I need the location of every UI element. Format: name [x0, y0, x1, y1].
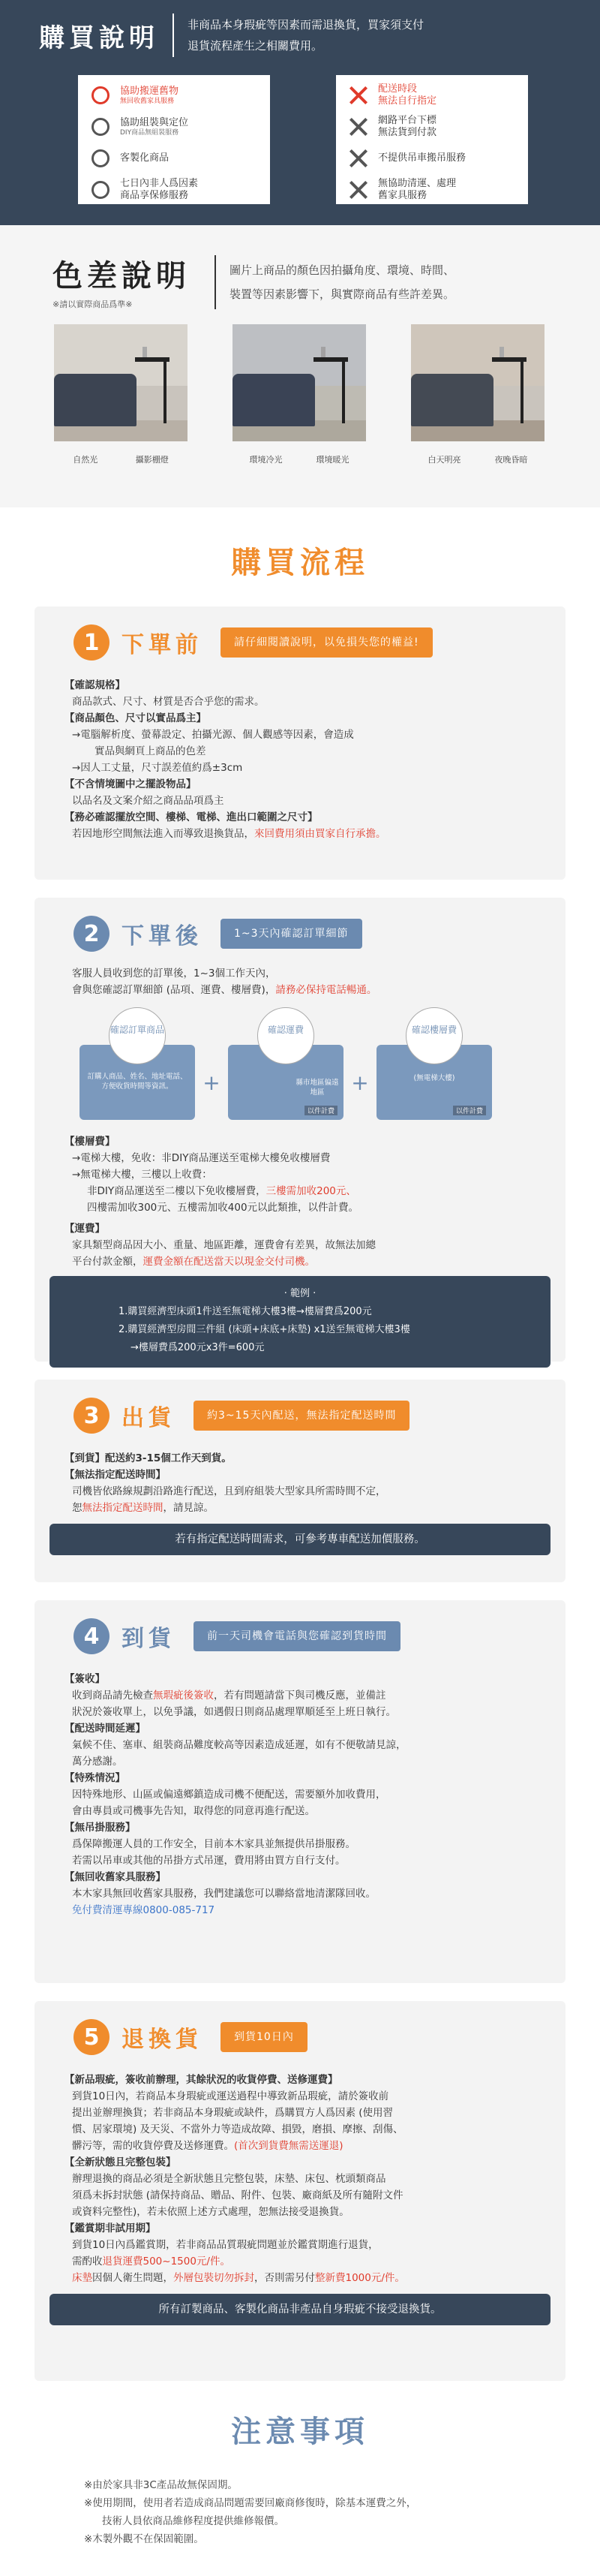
text-line	[64, 1687, 536, 1704]
heading: 【商品顏色、尺寸以實品爲主】	[64, 712, 206, 724]
circle-icon	[92, 86, 110, 104]
text-line: 實品與網頁上商品的色差	[94, 745, 206, 757]
step-title: 到貨	[122, 1626, 176, 1652]
divider	[214, 255, 216, 309]
text-line: 司機皆依路線規劃沿路進行配送，且到府組裝大型家具所需時間不定，	[72, 1485, 386, 1497]
photo-caption	[54, 453, 188, 465]
text-span: 髒污等，需的收貨停費及送修運費。	[72, 2140, 234, 2152]
step-title: 出貨	[122, 1405, 176, 1431]
text-line: →無電梯大樓，三樓以上收費：	[72, 1169, 212, 1181]
text-span: ，若有問題請當下與司機反應，並備註	[214, 1690, 386, 1702]
product-photo	[232, 324, 366, 441]
text-line: 氣候不佳、塞車、組裝商品難度較高等因素造成延遲，如有不便敬請見諒，	[72, 1739, 406, 1751]
notice-line: ※使用期間，使用者若造成商品問題需要回廠商修復時，除基本運費之外，	[84, 2497, 417, 2509]
caption-text: 自然光	[73, 455, 98, 465]
step-number: 4	[74, 1618, 110, 1654]
box-text: 訂購人商品、姓名、地址電話、方便收貨時間等資訊。	[87, 1073, 188, 1091]
step-header	[34, 2001, 566, 2055]
buy-desc-line: 非商品本身瑕疵等因素而需退換貨，買家須支付	[188, 18, 424, 32]
step-header	[34, 1380, 566, 1434]
buy-desc-line: 退貨流程產生之相關費用。	[188, 39, 323, 53]
color-title: 色差說明	[52, 259, 190, 293]
warning-text: 退貨運費500~1500元/件。	[102, 2256, 230, 2268]
notice-bar: 若有指定配送時間需求，可參考專車配送加價服務。	[50, 1524, 550, 1555]
confirm-floor-box	[376, 1025, 492, 1120]
text-line	[64, 826, 536, 842]
caption-text: 白天明亮	[428, 455, 461, 465]
text-line: 因特殊地形、山區或偏遠鄉鎮造成司機不便配送，需要額外加收費用，	[72, 1789, 386, 1801]
caption-text: 環境暖光	[316, 455, 350, 465]
color-subtitle: ※請以實際商品爲準※	[52, 299, 133, 309]
text-span: 平台付款金額，	[72, 1256, 143, 1268]
product-photo	[411, 324, 544, 441]
buy-title: 購買說明	[39, 23, 159, 53]
box-text: 縣市地區偏遠地區	[296, 1079, 339, 1097]
heading: 【樓層費】	[64, 1136, 116, 1148]
service-label: 七日內非人爲因素	[120, 178, 199, 189]
text-line: 四樓需加收300元、五樓需加收400元以此類推，以件計費。	[87, 1202, 359, 1214]
text-span: 收到商品請先檢查	[72, 1690, 153, 1702]
text-span: 需酌收	[72, 2256, 103, 2268]
box-note: 以件計費	[304, 1106, 338, 1115]
step-3-card	[34, 1380, 566, 1582]
text-line: 以品名及文案介紹之商品品項爲主	[72, 795, 224, 807]
text-line	[64, 1253, 536, 1270]
step-pill: 約3~15天內配送，無法指定配送時間	[194, 1401, 410, 1431]
photo-caption	[411, 453, 544, 465]
circle-icon	[92, 118, 110, 136]
service-sub: DIY商品無組裝服務	[120, 128, 179, 137]
circle-icon	[92, 181, 110, 199]
cross-icon	[350, 86, 368, 104]
example-line: →樓層費爲200元x3件=600元	[130, 1342, 265, 1353]
text-line	[64, 2138, 536, 2154]
cross-icon	[350, 118, 368, 136]
warning-text: 運費金額在配送當天以現金交付司機。	[142, 1256, 315, 1268]
notice-line: 技術人員依商品維修程度提供維修報價。	[102, 2515, 284, 2527]
service-label: 無法貨到付款	[378, 127, 437, 138]
example-title: · 範例 ·	[284, 1288, 316, 1299]
text-line: 狀況於簽收單上，以免爭議，如遇假日則商品處理單順延至上班日執行。	[72, 1706, 396, 1718]
text-span: 因個人衛生問題，	[92, 2272, 173, 2284]
warning-text: 無法指定配送時間	[82, 1502, 164, 1514]
service-label: 不提供吊車搬吊服務	[378, 152, 466, 164]
heading: 【無回收舊家具服務】	[64, 1871, 166, 1883]
service-label: 商品享保修服務	[120, 190, 189, 201]
caption-text: 攝影棚燈	[135, 455, 169, 465]
color-desc-line: 圖片上商品的顏色因拍攝角度、環境、時間、	[230, 263, 455, 277]
heading: 【務必確認擺放空間、樓梯、電梯、進出口範圍之尺寸】	[64, 811, 318, 823]
text-line: 或資料完整性)，若未依照上述方式處理，恕無法接受退換貨。	[72, 2206, 350, 2218]
heading: 【配送時間延遲】	[64, 1723, 146, 1735]
step-pill: 請仔細閱讀說明，以免損失您的權益!	[220, 627, 433, 658]
example-box	[50, 1276, 550, 1368]
notice-bar: 所有訂製商品、客製化商品非產品自身瑕疵不接受退換貨。	[50, 2294, 550, 2325]
color-desc-line: 裝置等因素影響下，與實際商品有些許差異。	[230, 287, 455, 301]
warning-text: 整新費1000元/件。	[315, 2272, 405, 2284]
text-line: 須爲未拆封狀態 (請保持商品、贈品、附件、包裝、廠商紙及所有隨附文件	[72, 2189, 404, 2201]
service-item	[350, 111, 528, 143]
service-item	[92, 143, 270, 174]
step-pill: 1~3天內確認訂單細節	[220, 919, 362, 949]
text-line: 爲保障搬運人員的工作安全，目前本木家具並無提供吊掛服務。	[72, 1838, 356, 1850]
heading: 【特殊情況】	[64, 1772, 125, 1784]
text-span: 若因地形空間無法進入而導致退換貨品，	[72, 828, 254, 840]
notice-line: ※由於家具非3C產品故無保固期。	[84, 2479, 238, 2491]
text-line: 提出並辦理換貨；若非商品本身瑕疵或缺件，爲購買方人爲因素 (使用習	[72, 2107, 394, 2119]
step-title: 退換貨	[122, 2027, 202, 2053]
text-line: 萬分感謝。	[72, 1756, 123, 1768]
warning-text: 來回費用須由買家自行承擔。	[254, 828, 386, 840]
caption-text: 夜晚昏暗	[494, 455, 528, 465]
service-item	[92, 111, 270, 143]
text-span: ，否則需另付	[254, 2272, 315, 2284]
warning-text: 無瑕疵後簽收	[153, 1690, 214, 1702]
text-span: 會與您確認訂單細節 (品項、運費、樓層費)，	[72, 984, 276, 996]
confirm-boxes	[80, 1025, 566, 1120]
photo-caption	[232, 453, 366, 465]
cross-icon	[350, 149, 368, 167]
service-label: 協助搬運舊物	[120, 85, 179, 97]
text-line: 【到貨】配送約3-15個工作天到貨。	[64, 1452, 232, 1464]
step-pill: 前一天司機會電話與您確認到貨時間	[194, 1621, 400, 1651]
text-line: 若需以吊車或其他的吊掛方式吊運，費用將由買方自行支付。	[72, 1855, 346, 1867]
text-line: 辦理退換的商品必須是全新狀態且完整包裝，床墊、床包、枕頭類商品	[72, 2173, 386, 2185]
plus-icon: +	[202, 1070, 220, 1095]
text-line: 到貨10日內爲鑑賞期，若非商品品質瑕疵問題並於鑑賞期進行退貨，	[72, 2239, 379, 2251]
notice-line: ※木製外觀不在保固範圍。	[84, 2533, 204, 2545]
service-label: 無協助清運、處理	[378, 178, 457, 189]
text-line: 本木家具無回收舊家具服務，我們建議您可以聯絡當地清潔隊回收。	[72, 1888, 376, 1900]
buy-header	[39, 14, 600, 57]
service-item	[92, 80, 270, 111]
circle-icon	[92, 149, 110, 167]
text-line	[64, 982, 536, 998]
flow-title-section	[0, 507, 600, 584]
flow-title: 購買流程	[231, 546, 369, 580]
example-line: 2.購買經濟型房間三件組 (床頭+床底+床墊) x1送至無電梯大樓3樓	[118, 1324, 410, 1335]
step-header	[34, 606, 566, 661]
service-label: 客製化商品	[120, 152, 170, 164]
warning-text: 床墊	[72, 2272, 92, 2284]
notice-section	[0, 2381, 600, 2576]
service-item	[350, 174, 528, 206]
service-label: 無法自行指定	[378, 95, 437, 107]
step-header	[34, 1600, 566, 1654]
step-body	[34, 2055, 566, 2294]
step-5-card	[34, 2001, 566, 2381]
text-line: →因人工丈量，尺寸誤差值約爲±3cm	[72, 762, 243, 774]
step-body	[34, 661, 566, 842]
heading: 【無法指定配送時間】	[64, 1469, 166, 1481]
step-body	[34, 1434, 566, 1524]
service-label: 協助組裝與定位	[120, 116, 189, 128]
caption-text: 環境冷光	[249, 455, 283, 465]
text-line	[64, 2253, 536, 2270]
heading: 【不含情境圖中之擺設物品】	[64, 778, 196, 790]
text-line: 慣、居家環境) 及天災、不當外力等造成故障、損毀，磨損、摩擦、刮傷、	[72, 2123, 404, 2135]
box-circle-label: 確認訂單商品	[109, 1007, 166, 1064]
text-line	[64, 1500, 536, 1516]
heading: 【無吊掛服務】	[64, 1822, 136, 1834]
text-line: →電梯大樓，免收：非DIY商品運送至電梯大樓免收樓層費	[72, 1152, 331, 1164]
step-pill: 到貨10日內	[220, 2022, 308, 2052]
color-diff-section	[0, 225, 600, 507]
text-line: 家具類型商品因大小、重量、地區距離，運費會有差異，故無法加總	[72, 1239, 376, 1251]
step-number: 2	[74, 916, 110, 952]
text-line	[64, 1183, 536, 1199]
box-note: 以件計費	[453, 1106, 486, 1115]
text-span: 非DIY商品運送至二樓以下免收樓層費，	[87, 1185, 266, 1197]
color-desc	[230, 258, 454, 306]
warning-text: 三樓需加收200元、	[266, 1185, 356, 1197]
text-line: 會由專員或司機事先告知，取得您的同意再進行配送。	[72, 1805, 315, 1817]
services-not-provided	[336, 75, 528, 204]
step-1-card	[34, 606, 566, 880]
service-label: 舊家具服務	[378, 190, 428, 201]
service-item	[350, 80, 528, 111]
heading: 【新品瑕疵，簽收前辦理，其餘狀況的收貨停費、送修運費】	[64, 2074, 338, 2086]
heading: 【確認規格】	[64, 679, 125, 691]
service-item	[350, 143, 528, 174]
step-body	[34, 1120, 566, 1270]
step-body	[34, 1654, 566, 1918]
text-line: →電腦解析度、螢幕設定、拍攝光源、個人觀感等因素，會造成	[72, 729, 354, 741]
heading: 【運費】	[64, 1223, 105, 1235]
example-line: 1.購買經濟型床頭1件送至無電梯大樓3樓→樓層費爲200元	[118, 1306, 372, 1317]
heading: 【簽收】	[64, 1673, 105, 1685]
plus-icon: +	[351, 1070, 369, 1095]
heading: 【鑑賞期非試用期】	[64, 2222, 156, 2234]
box-circle-label: 確認運費	[257, 1007, 314, 1064]
color-title-block	[52, 252, 190, 310]
confirm-order-box	[80, 1025, 195, 1120]
buy-info-section	[0, 0, 600, 225]
cross-icon	[350, 181, 368, 199]
notice-title: 注意事項	[231, 2415, 369, 2449]
step-number: 1	[74, 624, 110, 661]
service-label: 網路平台下標	[378, 115, 437, 126]
text-line	[64, 2270, 536, 2286]
text-line: 客服人員收到您的訂單後，1~3個工作天內，	[72, 968, 276, 980]
confirm-shipping-box	[228, 1025, 344, 1120]
services-provided	[78, 75, 270, 204]
service-label: 配送時段	[378, 83, 418, 95]
divider	[172, 14, 174, 57]
service-item	[92, 174, 270, 206]
box-text: (無電梯大樓)	[413, 1074, 455, 1082]
buy-desc	[188, 14, 424, 56]
notice-list	[84, 2476, 600, 2548]
service-sub: 無回收舊家具服務	[120, 97, 175, 105]
text-line: 到貨10日內，若商品本身瑕疵或運送過程中導致新品瑕疵，請於簽收前	[72, 2090, 389, 2102]
warning-text: 外層包裝切勿拆封	[173, 2272, 254, 2284]
hotline-link[interactable]: 免付費清運專線0800-085-717	[72, 1904, 215, 1916]
step-2-card	[34, 898, 566, 1362]
warning-text: 請務必保持電話暢通。	[275, 984, 377, 996]
heading: 【全新狀態且完整包裝】	[64, 2156, 176, 2168]
step-title: 下單後	[122, 923, 202, 949]
step-number: 3	[74, 1398, 110, 1434]
step-header	[34, 898, 566, 952]
text-line: 商品款式、尺寸、材質是否合乎您的需求。	[72, 696, 265, 708]
text-span: ，請見諒。	[163, 1502, 214, 1514]
step-body	[34, 952, 566, 998]
text-span: 恕	[72, 1502, 82, 1514]
step-title: 下單前	[122, 632, 202, 658]
warning-text: (首次到貨費無需送運退)	[234, 2140, 344, 2152]
step-4-card	[34, 1600, 566, 1983]
product-photo	[54, 324, 188, 441]
box-circle-label: 確認樓層費	[406, 1007, 463, 1064]
step-number: 5	[74, 2019, 110, 2055]
